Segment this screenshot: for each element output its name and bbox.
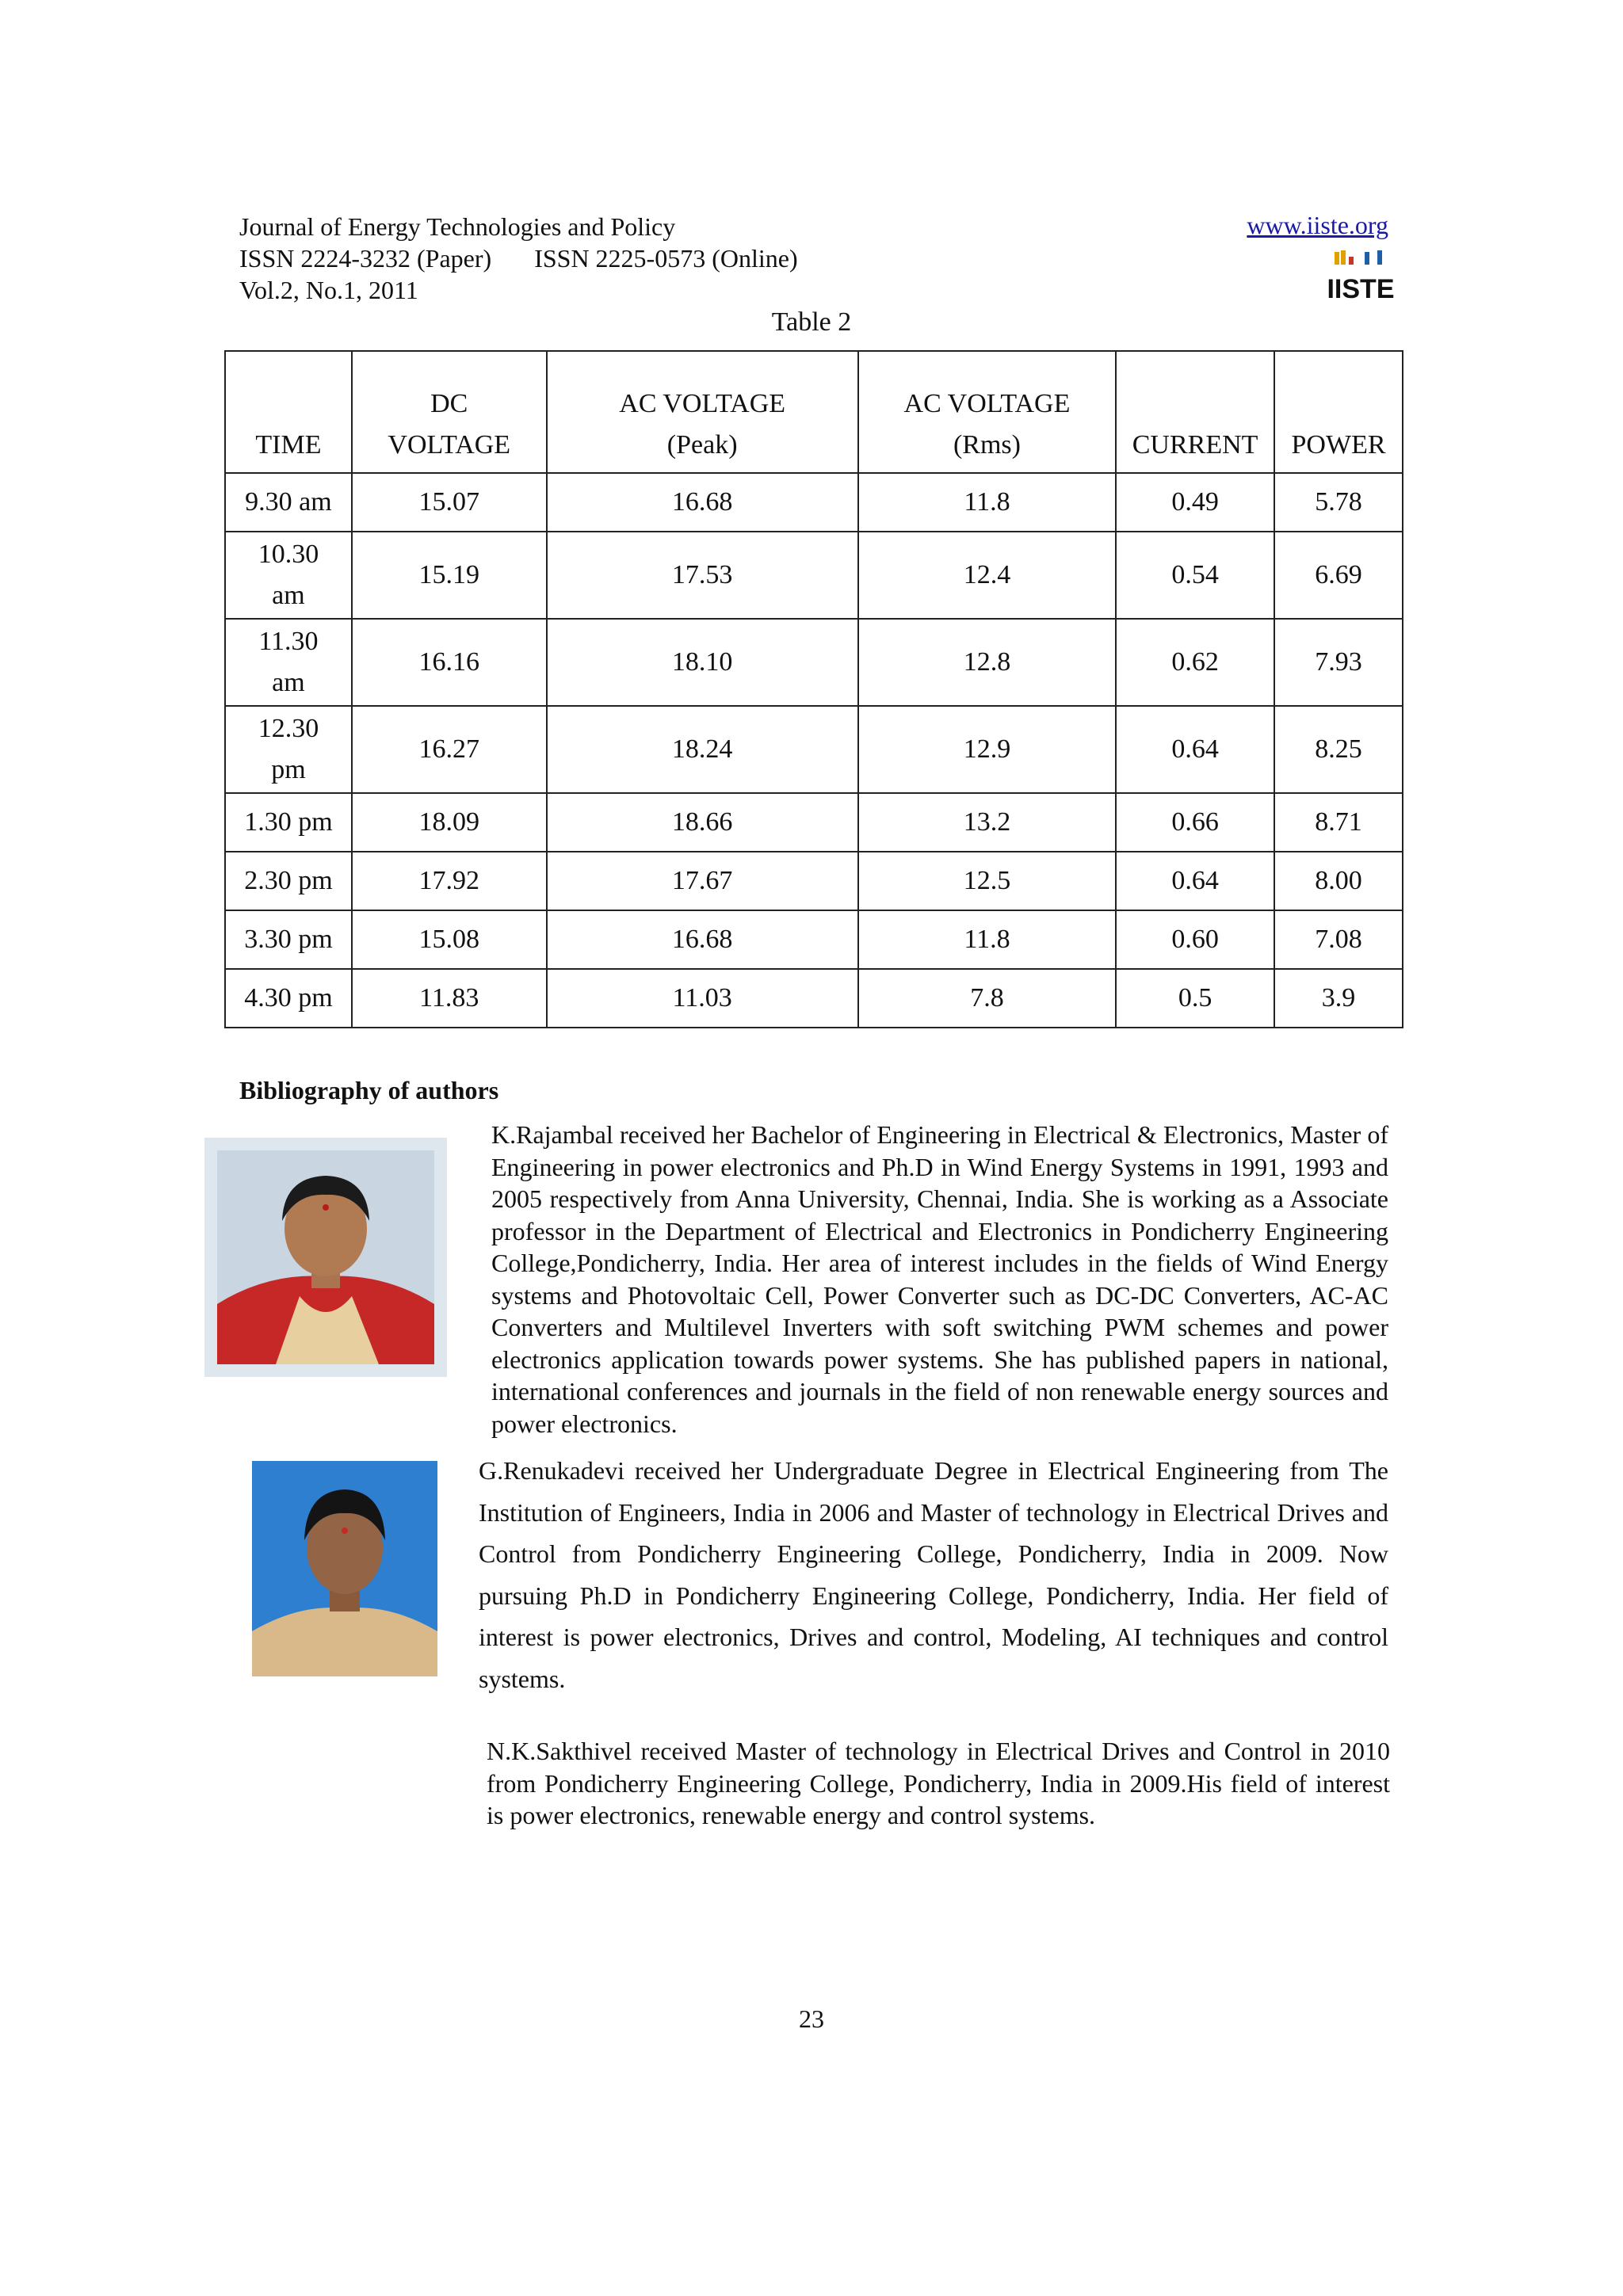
col-header-dc-voltage: DC VOLTAGE <box>352 351 547 473</box>
cell-power: 7.08 <box>1274 910 1403 969</box>
bibliography-title: Bibliography of authors <box>239 1076 499 1104</box>
cell-power: 5.78 <box>1274 473 1403 532</box>
issn-line <box>239 242 798 274</box>
cell-current: 0.5 <box>1116 969 1274 1028</box>
issn-online: ISSN 2225-0573 (Online) <box>534 244 798 273</box>
table-row <box>225 473 1403 532</box>
cell-current: 0.49 <box>1116 473 1274 532</box>
cell-power: 8.00 <box>1274 852 1403 910</box>
cell-dc-voltage: 16.16 <box>352 619 547 706</box>
cell-ac-rms: 12.4 <box>858 532 1116 619</box>
cell-dc-voltage: 15.08 <box>352 910 547 969</box>
table-row <box>225 852 1403 910</box>
cell-ac-rms: 13.2 <box>858 793 1116 852</box>
cell-time: 12.30 pm <box>225 706 352 793</box>
cell-ac-peak: 17.67 <box>547 852 858 910</box>
table-row <box>225 532 1403 619</box>
table-row <box>225 619 1403 706</box>
cell-current: 0.64 <box>1116 852 1274 910</box>
author-bio-renukadevi: G.Renukadevi received her Undergraduate Degree in Electrical Engineering from The Institution of Engineers, India in 2006 and Master of technology in Electrical Drives and Control from Pondicherry Engineering College, Pondicherry, India in 2009. Now pursuing Ph.D in Pondicherry Engineering College, Pondicherry, India. Her field of interest is power electronics, Drives and control, Modeling, AI techniques and control systems. <box>479 1456 1388 1693</box>
cell-ac-rms: 11.8 <box>858 473 1116 532</box>
volume-info: Vol.2, No.1, 2011 <box>239 276 418 304</box>
col-header-power: POWER <box>1274 351 1403 473</box>
table-row <box>225 969 1403 1028</box>
cell-time: 4.30 pm <box>225 969 352 1028</box>
cell-current: 0.64 <box>1116 706 1274 793</box>
cell-ac-peak: 18.24 <box>547 706 858 793</box>
cell-ac-rms: 12.5 <box>858 852 1116 910</box>
cell-ac-peak: 18.10 <box>547 619 858 706</box>
cell-power: 3.9 <box>1274 969 1403 1028</box>
cell-power: 8.25 <box>1274 706 1403 793</box>
journal-title: Journal of Energy Technologies and Policy <box>239 212 676 241</box>
cell-time: 9.30 am <box>225 473 352 532</box>
cell-dc-voltage: 15.19 <box>352 532 547 619</box>
cell-ac-peak: 18.66 <box>547 793 858 852</box>
author-bio-rajambal: K.Rajambal received her Bachelor of Engineering in Electrical & Electronics, Master of Engineering in power electronics and Ph.D in Wind Energy Systems in 1991, 1993 and 2005 respectively from Anna University, Chennai, India. She is working as a Associate professor in the Department of Electrical and Electronics in Pondicherry Engineering College,Pondicherry, India. Her area of interest includes in the fields of Wind Energy systems and Photovoltaic Cell, Power Converter such as DC-DC Converters, AC-AC Converters and Multilevel Inverters with soft switching PWM schemes and power electronics application towards power systems. She has published papers in national, international conferences and journals in the field of non renewable energy sources and power electronics. <box>491 1120 1388 1438</box>
cell-dc-voltage: 16.27 <box>352 706 547 793</box>
cell-dc-voltage: 11.83 <box>352 969 547 1028</box>
issn-paper: ISSN 2224-3232 (Paper) <box>239 244 492 273</box>
data-table <box>224 350 1403 1028</box>
cell-current: 0.54 <box>1116 532 1274 619</box>
col-header-ac-peak: AC VOLTAGE (Peak) <box>547 351 858 473</box>
cell-current: 0.62 <box>1116 619 1274 706</box>
col-header-time: TIME <box>225 351 352 473</box>
cell-dc-voltage: 15.07 <box>352 473 547 532</box>
table-row <box>225 706 1403 793</box>
cell-dc-voltage: 17.92 <box>352 852 547 910</box>
cell-power: 6.69 <box>1274 532 1403 619</box>
cell-time: 10.30 am <box>225 532 352 619</box>
cell-time: 3.30 pm <box>225 910 352 969</box>
cell-ac-peak: 16.68 <box>547 473 858 532</box>
page-number: 23 <box>799 2004 824 2033</box>
cell-ac-rms: 12.8 <box>858 619 1116 706</box>
cell-time: 11.30 am <box>225 619 352 706</box>
cell-current: 0.60 <box>1116 910 1274 969</box>
cell-dc-voltage: 18.09 <box>352 793 547 852</box>
table-row <box>225 910 1403 969</box>
cell-ac-rms: 12.9 <box>858 706 1116 793</box>
table-caption: Table 2 <box>771 307 852 337</box>
cell-time: 1.30 pm <box>225 793 352 852</box>
cell-time: 2.30 pm <box>225 852 352 910</box>
table-row <box>225 793 1403 852</box>
cell-power: 8.71 <box>1274 793 1403 852</box>
cell-ac-peak: 17.53 <box>547 532 858 619</box>
cell-ac-rms: 11.8 <box>858 910 1116 969</box>
author-photo-renukadevi <box>252 1461 437 1676</box>
cell-power: 7.93 <box>1274 619 1403 706</box>
logo-bars-icon <box>1335 250 1382 265</box>
cell-ac-rms: 7.8 <box>858 969 1116 1028</box>
table-header-row <box>225 351 1403 473</box>
iiste-logo <box>1327 250 1395 304</box>
col-header-current: CURRENT <box>1116 351 1274 473</box>
cell-ac-peak: 16.68 <box>547 910 858 969</box>
author-photo-rajambal <box>204 1138 447 1377</box>
col-header-ac-rms: AC VOLTAGE (Rms) <box>858 351 1116 473</box>
logo-text: IISTE <box>1327 274 1395 304</box>
author-bio-sakthivel: N.K.Sakthivel received Master of technology in Electrical Drives and Control in 2010 from Pondicherry Engineering College, Pondicherry, India in 2009.His field of interest is power electronics, renewable energy and control systems. <box>487 1737 1390 1829</box>
cell-current: 0.66 <box>1116 793 1274 852</box>
journal-website-link[interactable]: www.iiste.org <box>1247 211 1388 239</box>
cell-ac-peak: 11.03 <box>547 969 858 1028</box>
